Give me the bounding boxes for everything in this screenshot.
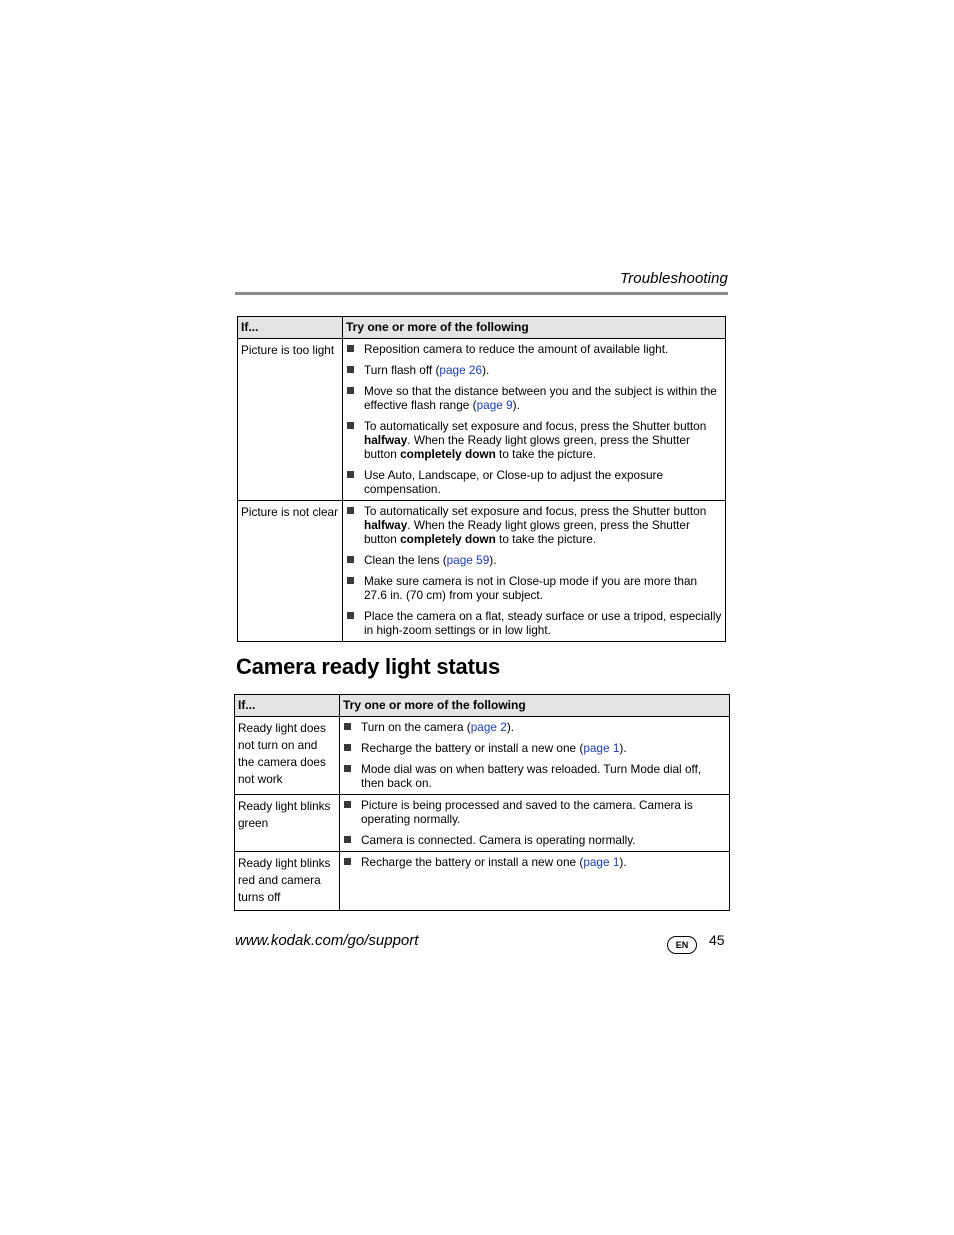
page-link[interactable]: page 9 — [476, 398, 513, 412]
table-row — [235, 717, 730, 795]
solution-text: . When the Ready light glows green, press the Shutter button — [364, 518, 690, 546]
page-link[interactable]: page 59 — [446, 553, 490, 567]
page-header-title: Troubleshooting — [620, 270, 728, 287]
solution-item — [343, 798, 726, 826]
solution-item — [343, 741, 726, 755]
solution-item — [346, 609, 722, 637]
page-link[interactable]: page 26 — [439, 363, 483, 377]
page-link[interactable]: page 2 — [470, 720, 507, 734]
solutions-cell — [343, 501, 726, 642]
solutions-list — [343, 855, 726, 869]
solution-text: Clean the lens ( — [364, 553, 447, 567]
solution-item — [346, 468, 722, 496]
solution-text: ). — [619, 855, 627, 869]
solution-text: Picture is being processed and saved to the camera. Camera is operating normally. — [361, 798, 693, 826]
troubleshooting-table-picture — [237, 316, 726, 642]
section-title: Camera ready light status — [236, 654, 500, 679]
solution-text: Recharge the battery or install a new one ( — [361, 855, 584, 869]
condition-cell: Ready light blinks red and camera turns off — [235, 852, 340, 911]
solution-text: Recharge the battery or install a new one ( — [361, 741, 584, 755]
solution-text: To automatically set exposure and focus, press the Shutter button — [364, 419, 707, 433]
solution-text: Camera is connected. Camera is operating normally. — [361, 833, 636, 847]
table-row — [238, 339, 726, 501]
solution-text: . When the Ready light glows green, press the Shutter button — [364, 433, 690, 461]
solutions-cell — [343, 339, 726, 501]
emphasis-text: halfway — [364, 518, 408, 532]
solutions-list — [343, 720, 726, 790]
solution-item — [346, 363, 722, 377]
table-row — [235, 852, 730, 911]
solutions-cell — [340, 852, 730, 911]
solution-text: Mode dial was on when battery was reloaded. Turn Mode dial off, then back on. — [361, 762, 702, 790]
solution-item — [346, 574, 722, 602]
solution-text: Use Auto, Landscape, or Close-up to adjust the exposure compensation. — [364, 468, 664, 496]
column-header-if: If... — [235, 695, 340, 717]
solutions-list — [346, 342, 722, 496]
solution-text: ). — [489, 553, 497, 567]
solution-text: Turn on the camera ( — [361, 720, 471, 734]
column-header-if: If... — [238, 317, 343, 339]
solution-text: Move so that the distance between you and the subject is within the effective flash range ( — [364, 384, 717, 412]
solution-item — [346, 419, 722, 461]
solution-item — [346, 553, 722, 567]
solution-item — [343, 855, 726, 869]
page-link[interactable]: page 1 — [583, 855, 620, 869]
solution-text: ). — [482, 363, 490, 377]
header-rule — [235, 292, 728, 295]
emphasis-text: completely down — [400, 447, 496, 461]
solution-text: ). — [512, 398, 520, 412]
solution-text: ). — [619, 741, 627, 755]
column-header-try: Try one or more of the following — [343, 317, 726, 339]
table-row — [238, 501, 726, 642]
solution-item — [346, 504, 722, 546]
solution-text: Turn flash off ( — [364, 363, 440, 377]
page-number: 45 — [709, 932, 725, 948]
solutions-cell — [340, 717, 730, 795]
solution-item — [343, 762, 726, 790]
solutions-list — [343, 798, 726, 847]
solution-text: to take the picture. — [495, 532, 597, 546]
emphasis-text: halfway — [364, 433, 408, 447]
condition-cell: Ready light blinks green — [235, 795, 340, 852]
solution-text: to take the picture. — [495, 447, 597, 461]
page-link[interactable]: page 1 — [583, 741, 620, 755]
solution-text: To automatically set exposure and focus, press the Shutter button — [364, 504, 707, 518]
table-row — [235, 795, 730, 852]
language-badge: EN — [667, 936, 697, 954]
solutions-cell — [340, 795, 730, 852]
solution-text: ). — [506, 720, 515, 734]
support-url[interactable]: www.kodak.com/go/support — [235, 932, 419, 949]
solution-text: Place the camera on a flat, steady surface or use a tripod, especially in high-zoom settings or in low light. — [364, 609, 722, 637]
solution-item — [346, 384, 722, 412]
ready-light-table — [234, 694, 730, 911]
solution-text: Make sure camera is not in Close-up mode if you are more than 27.6 in. (70 cm) from your subject. — [364, 574, 698, 602]
solution-text: Reposition camera to reduce the amount of available light. — [364, 342, 669, 356]
condition-cell: Picture is too light — [238, 339, 343, 501]
solutions-list — [346, 504, 722, 637]
condition-cell: Ready light does not turn on and the camera does not work — [235, 717, 340, 795]
condition-cell: Picture is not clear — [238, 501, 343, 642]
solution-item — [343, 720, 726, 734]
emphasis-text: completely down — [400, 532, 496, 546]
column-header-try: Try one or more of the following — [340, 695, 730, 717]
solution-item — [343, 833, 726, 847]
solution-item — [346, 342, 722, 356]
